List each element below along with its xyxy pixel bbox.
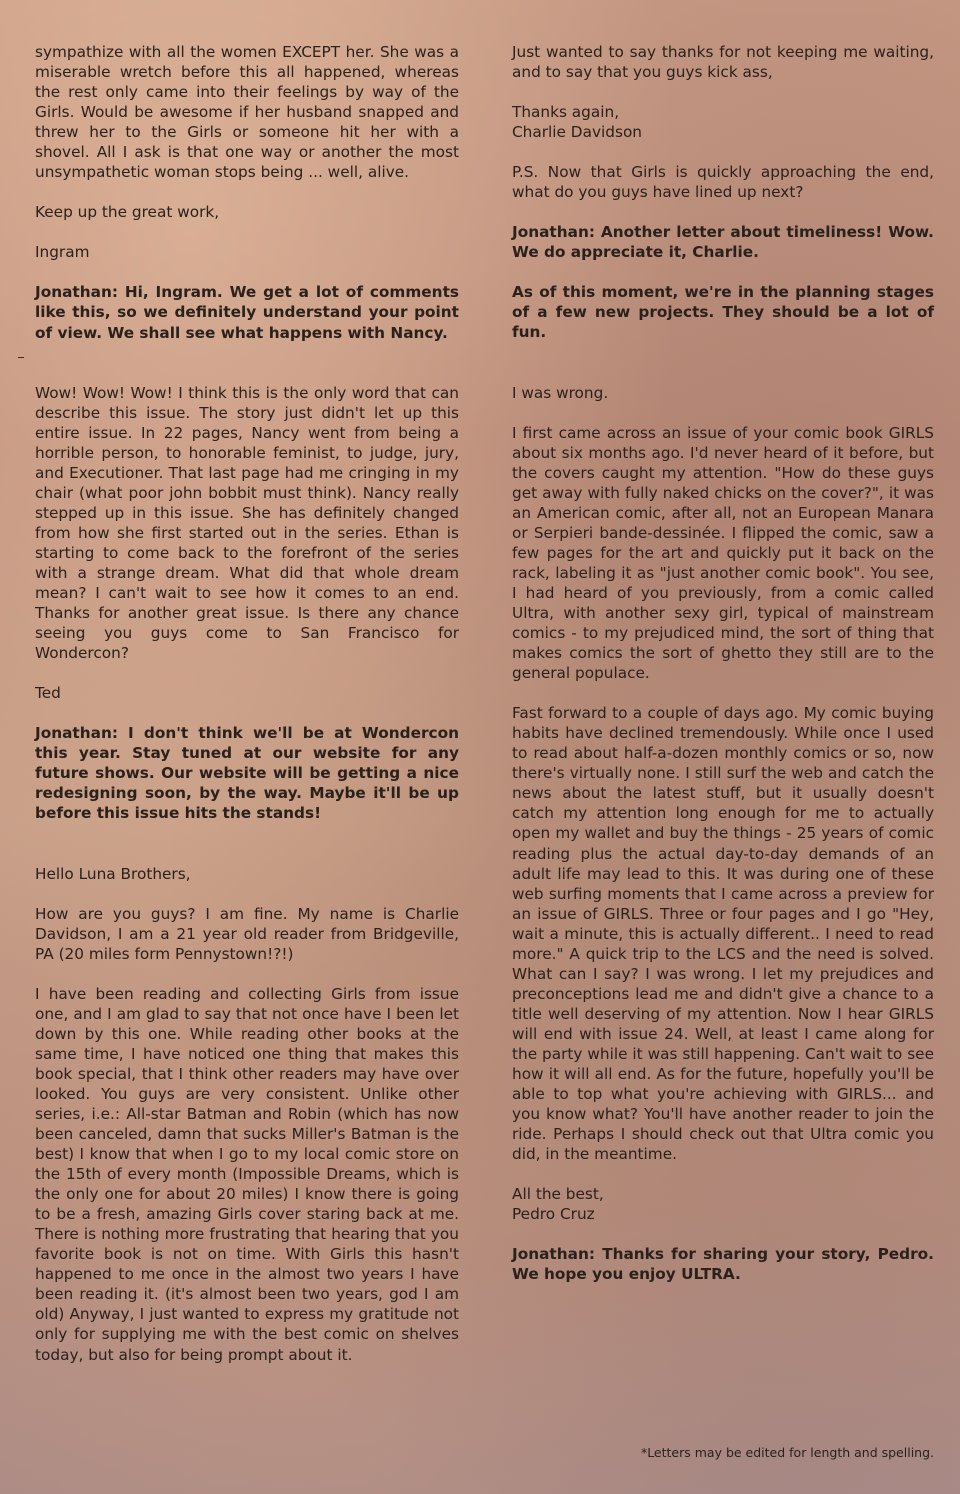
stray-mark: [18, 357, 24, 358]
letter-signature: Charlie Davidson: [512, 123, 643, 142]
footnote: *Letters may be edited for length and spelling.: [640, 1445, 934, 1460]
letter-postscript: P.S. Now that Girls is quickly approaching the end, what do you guys have lined up next?: [512, 163, 934, 202]
letter-text: I have been reading and collecting Girls from issue one, and I am glad to say that not once have I been let down by this one. While reading other books at the same time, I have noticed one thing that makes this book special, that I think other readers may have over looked. You guys are very consistent. Unlike other series, i.e.: All-star Batman and Robin (which has now been canceled, damn that sucks Miller's Batman is the best) I know that when I go to my local comic store on the 15th of every month (Impossible Dreams, which is the only one for about 20 miles) I know there is going to be a fresh, amazing Girls cover staring back at me. There is nothing more frustrating that hearing that you favorite book is not on time. With Girls this hasn't happened to me once in the almost two years I have been reading it. (it's almost been two years, god I am old) Anyway, I just wanted to express my gratitude not only for supplying me with the best comic on shelves today, but also for being prompt about it.: [35, 984, 459, 1364]
editor-reply: Jonathan: Another letter about timeliness! Wow. We do appreciate it, Charlie.: [512, 223, 934, 262]
letter-text: sympathize with all the women EXCEPT her. She was a miserable wretch before this all happened, whereas the rest only came into their feelings by way of the Girls. Would be awesome if her husband snapped and threw her to the Girls or someone hit her with a shovel. All I ask is that one way or another the most unsympathetic woman stops being ... well, alive.: [35, 43, 459, 182]
letter-signature: Pedro Cruz: [512, 1205, 595, 1224]
letter-text: Wow! Wow! Wow! I think this is the only word that can describe this issue. The story just didn't let up this entire issue. In 22 pages, Nancy went from being a horrible person, to honorable feminist, to judge, jury, and Executioner. That last page had me cringing in my chair (what poor john bobbit must think). Nancy really stepped up in this issue. She has definitely changed from how she first started out in the series. Ethan is starting to come back to the forefront of the series with a strange dream. What did that whole dream mean? I can't wait to see how it comes to an end. Thanks for another great issue. Is there any chance seeing you guys come to San Francisco for Wondercon?: [35, 383, 459, 663]
letter-closing: [512, 102, 934, 142]
letter-separator: [35, 363, 459, 383]
closing-line: All the best,: [512, 1185, 604, 1204]
letter-closing: Keep up the great work,: [35, 203, 220, 222]
letter-separator: [35, 844, 459, 864]
letter-text: Fast forward to a couple of days ago. My comic buying habits have declined tremendously. While once I used to read about half-a-dozen monthly comics or so, now there's virtually none. I still surf the web and catch the news about the latest stuff, but it usually doesn't catch my attention long enough for me to actually open my wallet and buy the things - 25 years of comic reading plus the actual day-to-day demands of an adult life may lead to this. It was during one of these web surfing moments that I came across a preview for an issue of GIRLS. Three or four pages and I go "Hey, wait a minute, this is actually different.. I need to read more." A quick trip to the LCS and the need is solved. What can I say? I was wrong. I let my prejudices and preconceptions lead me and didn't give a chance to a title well deserving of my attention. Now I hear GIRLS will end with issue 24. Well, at least I came along for the party while it was still happening. Can't wait to see how it will all end. As for the future, hopefully you'll be able to top what you're achieving with GIRLS... and you know what? You'll have another reader to join the ride. Perhaps I should check out that Ultra comic you did, in the meantime.: [512, 704, 934, 1164]
letter-text: How are you guys? I am fine. My name is Charlie Davidson, I am a 21 year old reader from Bridgeville, PA (20 miles form Pennystown!?!): [35, 904, 459, 963]
letter-closing: [512, 1184, 934, 1224]
left-column: [35, 42, 459, 1385]
right-column: [512, 42, 934, 1304]
editor-reply: As of this moment, we're in the planning stages of a few new projects. They should be a lot of fun.: [512, 283, 934, 342]
letter-signature: Ted: [35, 684, 61, 703]
letter-text: I first came across an issue of your comic book GIRLS about six months ago. I'd never heard of it before, but the covers caught my attention. "How do these guys get away with fully naked chicks on the cover?", it was an American comic, after all, not an European Manara or Serpieri bande-dessinée. I flipped the comic, saw a few pages for the art and quickly put it back on the rack, labeling it as "just another comic book". You see, I had heard of you previously, from a comic called Ultra, with another sexy girl, typical of mainstream comics - to my prejudiced mind, the sort of thing that makes comics the sort of ghetto they still are to the general populace.: [512, 423, 934, 683]
letter-greeting: Hello Luna Brothers,: [35, 864, 191, 883]
closing-line: Thanks again,: [512, 103, 620, 122]
letter-separator: [512, 363, 934, 383]
letter-text: I was wrong.: [512, 383, 609, 402]
editor-reply: Jonathan: Thanks for sharing your story, Pedro. We hope you enjoy ULTRA.: [512, 1245, 934, 1284]
letter-signature: Ingram: [35, 243, 90, 262]
editor-reply: Jonathan: Hi, Ingram. We get a lot of comments like this, so we definitely understand your point of view. We shall see what happens with Nancy.: [35, 283, 459, 342]
letter-text: Just wanted to say thanks for not keeping me waiting, and to say that you guys kick ass,: [512, 43, 934, 82]
editor-reply: Jonathan: I don't think we'll be at Wondercon this year. Stay tuned at our website for any future shows. Our website will be getting a nice redesigning soon, by the way. Maybe it'll be up before this issue hits the stands!: [35, 724, 459, 823]
